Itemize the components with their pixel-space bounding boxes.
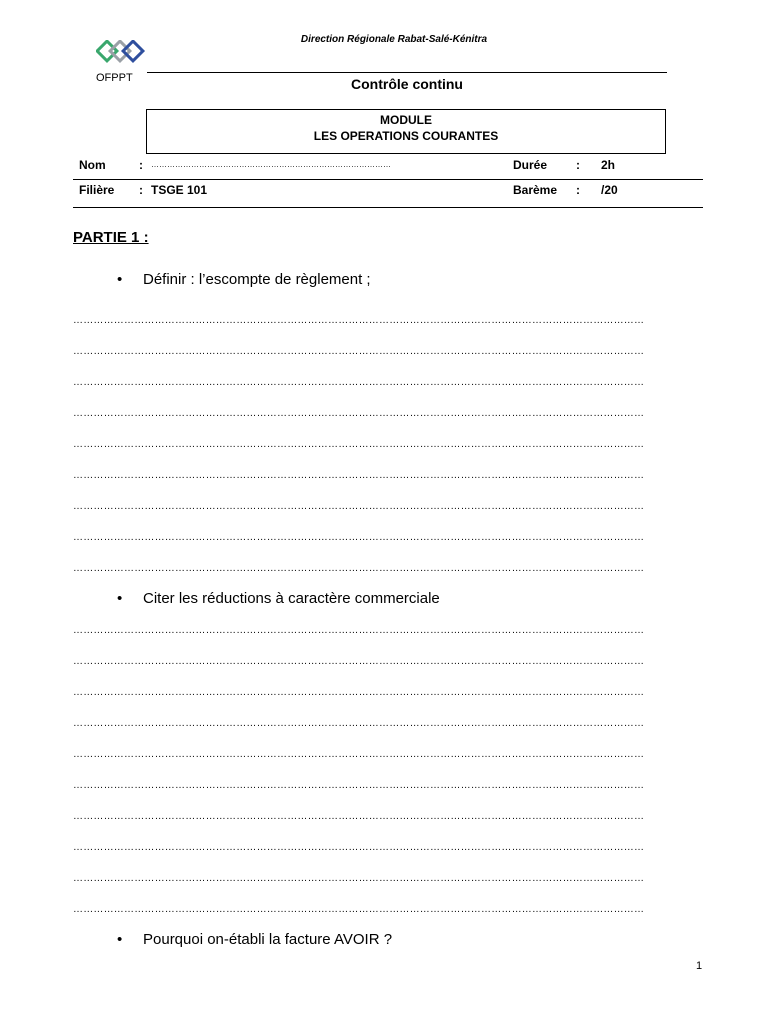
filiere-label: Filière [79,183,115,197]
module-name: LES OPERATIONS COURANTES [313,129,499,143]
doc-title: Contrôle continu [351,76,463,92]
answer-line[interactable]: …………………………………………………………………………………………………………………………………………………… [73,626,645,636]
answer-line[interactable]: …………………………………………………………………………………………………………………………………………………… [73,812,645,822]
bullet-icon: • [117,931,123,948]
page-number: 1 [696,960,703,972]
duree-value: 2h [601,158,616,172]
answer-line[interactable]: …………………………………………………………………………………………………………………………………………………… [73,874,645,884]
info-divider-1 [73,179,703,180]
info-divider-2 [73,207,703,208]
nom-field[interactable]: ……………………………………………………………………………… [151,160,391,169]
answer-line[interactable]: …………………………………………………………………………………………………………………………………………………… [73,564,645,574]
bareme-value: /20 [601,183,618,197]
answer-line[interactable]: …………………………………………………………………………………………………………………………………………………… [73,409,645,419]
question-3 [117,931,392,948]
bullet-icon: • [117,271,123,288]
answer-line[interactable]: …………………………………………………………………………………………………………………………………………………… [73,471,645,481]
answer-line[interactable]: …………………………………………………………………………………………………………………………………………………… [73,316,645,326]
question-3-text: Pourquoi on-établi la facture AVOIR ? [143,931,393,948]
bareme-label: Barème [513,183,558,197]
question-1 [117,271,371,288]
answer-line[interactable]: …………………………………………………………………………………………………………………………………………………… [73,347,645,357]
answer-line[interactable]: …………………………………………………………………………………………………………………………………………………… [73,688,645,698]
answer-line[interactable]: …………………………………………………………………………………………………………………………………………………… [73,502,645,512]
answer-line[interactable]: …………………………………………………………………………………………………………………………………………………… [73,719,645,729]
filiere-value: TSGE 101 [151,183,208,197]
answer-line[interactable]: …………………………………………………………………………………………………………………………………………………… [73,533,645,543]
answer-line[interactable]: …………………………………………………………………………………………………………………………………………………… [73,905,645,915]
answer-line[interactable]: …………………………………………………………………………………………………………………………………………………… [73,440,645,450]
module-box [146,109,666,154]
partie-heading: PARTIE 1 : [73,229,149,246]
answer-line[interactable]: …………………………………………………………………………………………………………………………………………………… [73,781,645,791]
nom-sep: : [139,158,143,172]
answer-line[interactable]: …………………………………………………………………………………………………………………………………………………… [73,750,645,760]
question-2 [117,590,440,607]
answer-line[interactable]: …………………………………………………………………………………………………………………………………………………… [73,657,645,667]
question-1-text: Définir : l’escompte de règlement ; [143,271,371,288]
bullet-icon: • [117,590,123,607]
module-label: MODULE [380,113,432,127]
duree-sep: : [576,158,580,172]
logo-label: OFPPT [96,72,133,84]
title-rule [147,72,667,73]
filiere-sep: : [139,183,143,197]
answer-line[interactable]: …………………………………………………………………………………………………………………………………………………… [73,378,645,388]
ofppt-logo-icon [96,40,148,70]
nom-label: Nom [79,158,106,172]
direction-text: Direction Régionale Rabat-Salé-Kénitra [300,34,488,45]
question-2-text: Citer les réductions à caractère commerciale [143,590,440,607]
answer-line[interactable]: …………………………………………………………………………………………………………………………………………………… [73,843,645,853]
duree-label: Durée [513,158,548,172]
bareme-sep: : [576,183,580,197]
